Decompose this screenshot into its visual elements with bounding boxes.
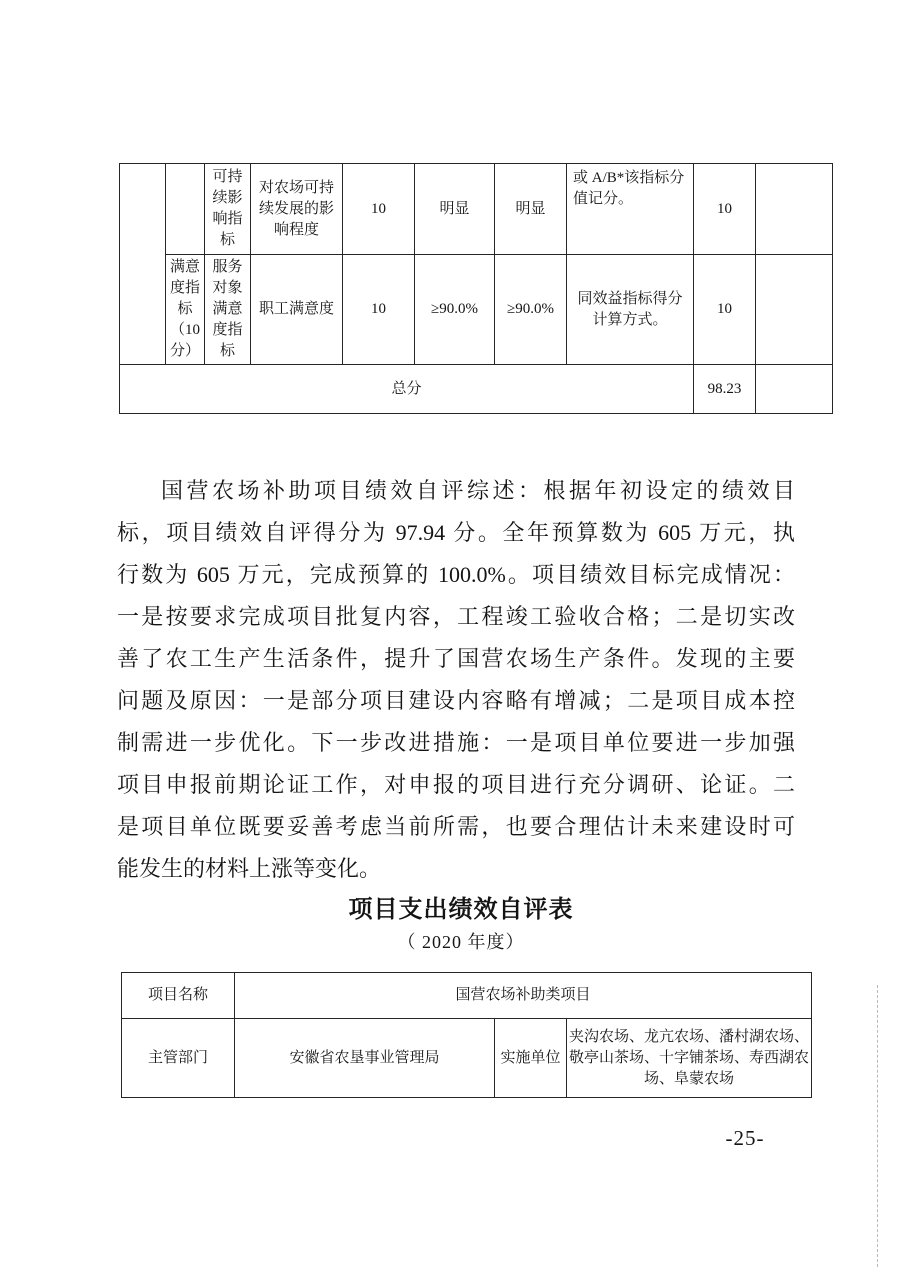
indicator-remark-cell	[756, 164, 833, 255]
total-score-value-cell: 98.23	[694, 365, 756, 414]
department-label-cell: 主管部门	[122, 1019, 235, 1098]
project-name-label-cell: 项目名称	[122, 973, 235, 1019]
project-name-row	[122, 973, 812, 1019]
indicator-score-cell: 10	[694, 255, 756, 365]
summary-line: 制需进一步优化。下一步改进措施：一是项目单位要进一步加强	[117, 730, 795, 755]
total-score-label-cell: 总分	[120, 365, 694, 414]
summary-line: 国营农场补助项目绩效自评综述：根据年初设定的绩效目	[161, 478, 795, 503]
indicator-actual-cell: ≥90.0%	[495, 255, 567, 365]
indicator-name-cell: 职工满意度	[251, 255, 343, 365]
indicator-score-table	[119, 163, 833, 414]
table-row	[120, 255, 833, 365]
department-row	[122, 1019, 812, 1098]
summary-line: 项目申报前期论证工作，对申报的项目进行充分调研、论证。二	[117, 772, 795, 797]
indicator-category-cell	[120, 164, 166, 365]
indicator-score-cell: 10	[694, 164, 756, 255]
indicator-weight-cell: 10	[343, 164, 415, 255]
indicator-target-cell: 明显	[415, 164, 495, 255]
table-row	[120, 164, 833, 255]
summary-line: 善了农工生产生活条件，提升了国营农场生产条件。发现的主要	[117, 646, 795, 671]
self-evaluation-summary	[117, 470, 795, 890]
summary-line: 问题及原因：一是部分项目建设内容略有增减；二是项目成本控	[117, 688, 795, 713]
scan-artifact-line	[877, 985, 878, 1267]
indicator-remark-cell	[756, 255, 833, 365]
implementing-unit-label-cell: 实施单位	[495, 1019, 567, 1098]
indicator-group-cell-empty	[166, 164, 205, 255]
total-score-remark-cell	[756, 365, 833, 414]
form-title: 项目支出绩效自评表	[348, 896, 574, 923]
summary-line: 是项目单位既要妥善考虑当前所需，也要合理估计未来建设时可	[117, 814, 795, 839]
summary-line: 标，项目绩效自评得分为 97.94 分。全年预算数为 605 万元，执	[117, 520, 795, 545]
indicator-note-cell: 同效益指标得分计算方式。	[567, 255, 694, 365]
implementing-unit-value-cell: 夹沟农场、龙亢农场、潘村湖农场、敬亭山茶场、十字铺茶场、寿西湖农场、阜蒙农场	[567, 1019, 812, 1098]
indicator-actual-cell: 明显	[495, 164, 567, 255]
indicator-target-cell: ≥90.0%	[415, 255, 495, 365]
indicator-subgroup-cell: 服务对象满意度指标	[205, 255, 251, 365]
project-name-value-cell: 国营农场补助类项目	[235, 973, 812, 1019]
summary-line: 行数为 605 万元，完成预算的 100.0%。项目绩效目标完成情况：	[117, 562, 795, 587]
total-score-row	[120, 365, 833, 414]
indicator-group-cell: 满意度指标（10分）	[166, 255, 205, 365]
indicator-subgroup-cell: 可持续影响指标	[205, 164, 251, 255]
indicator-weight-cell: 10	[343, 255, 415, 365]
summary-line: 一是按要求完成项目批复内容，工程竣工验收合格；二是切实改	[117, 604, 795, 629]
project-info-table	[121, 972, 812, 1098]
indicator-note-cell: 或 A/B*该指标分值记分。	[567, 164, 694, 255]
department-value-cell: 安徽省农垦事业管理局	[235, 1019, 495, 1098]
summary-line: 能发生的材料上涨等变化。	[117, 856, 382, 881]
indicator-name-cell: 对农场可持续发展的影响程度	[251, 164, 343, 255]
form-subtitle: （ 2020 年度）	[397, 932, 525, 952]
page-number: -25-	[725, 1126, 765, 1150]
